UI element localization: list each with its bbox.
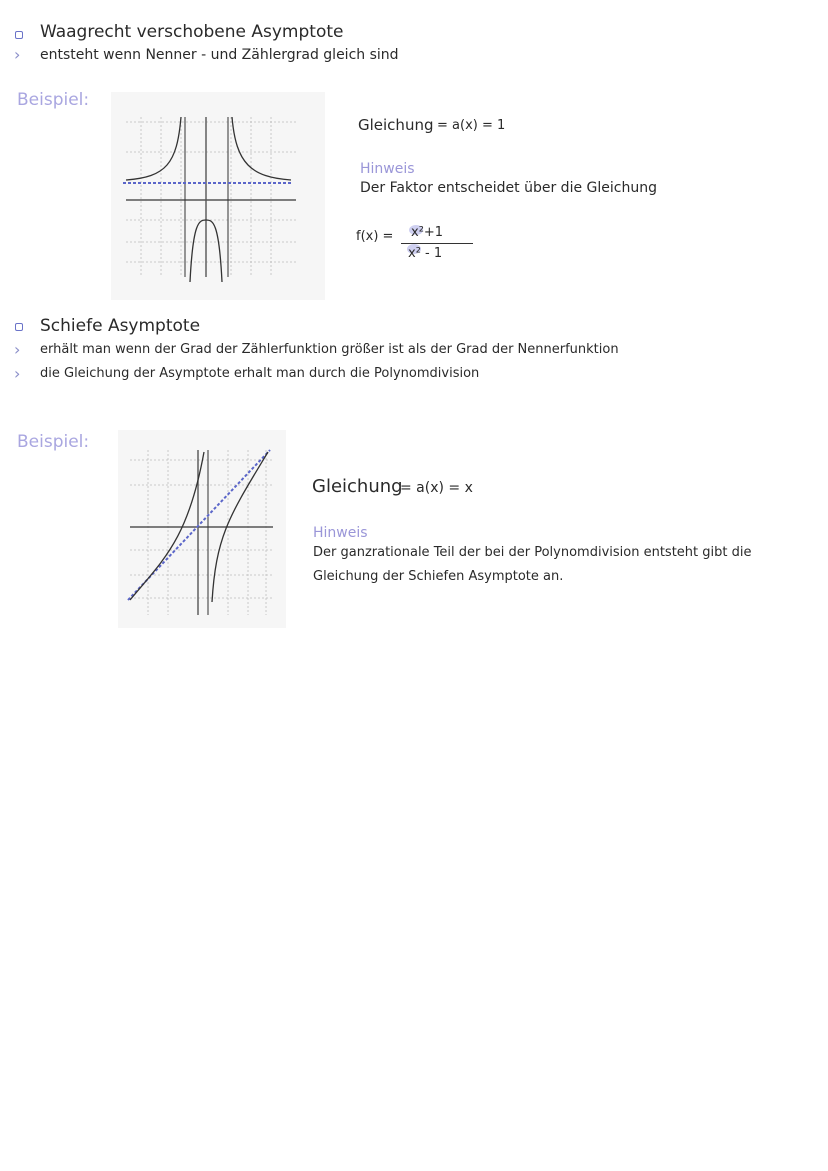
arrow-bullet-icon: ›	[14, 340, 21, 359]
checkbox-bullet-icon	[15, 323, 23, 331]
graph-hyperbola	[111, 92, 325, 300]
equation-label: Gleichung	[312, 476, 403, 497]
arrow-bullet-icon: ›	[14, 364, 21, 383]
fraction-numerator: x²+1	[411, 225, 444, 240]
hint-text-line: Der ganzrationale Teil der bei der Polynomdivision entsteht gibt die	[313, 545, 752, 560]
hint-label: Hinweis	[360, 161, 415, 177]
example-label: Beispiel:	[17, 90, 90, 110]
hint-text: Der Faktor entscheidet über die Gleichung	[360, 180, 657, 196]
section-title: Schiefe Asymptote	[40, 316, 201, 336]
graph-oblique	[118, 430, 286, 628]
equation-label: Gleichung	[358, 116, 434, 134]
hint-text-line: Gleichung der Schiefen Asymptote an.	[313, 569, 564, 584]
fraction-denominator: x² - 1	[408, 246, 443, 261]
function-label: f(x) =	[356, 229, 394, 244]
description-line: entsteht wenn Nenner - und Zählergrad gleich sind	[40, 47, 399, 63]
arrow-bullet-icon: ›	[14, 45, 21, 64]
hint-label: Hinweis	[313, 525, 368, 541]
checkbox-bullet-icon	[15, 31, 23, 39]
section-title: Waagrecht verschobene Asymptote	[40, 22, 344, 42]
equation-value: = a(x) = x	[400, 480, 473, 496]
equation-value: = a(x) = 1	[437, 118, 506, 133]
description-line: die Gleichung der Asymptote erhalt man durch die Polynomdivision	[40, 366, 480, 381]
fraction-line	[401, 243, 473, 244]
example-label: Beispiel:	[17, 432, 90, 452]
description-line: erhält man wenn der Grad der Zählerfunktion größer ist als der Grad der Nennerfunktion	[40, 342, 619, 357]
